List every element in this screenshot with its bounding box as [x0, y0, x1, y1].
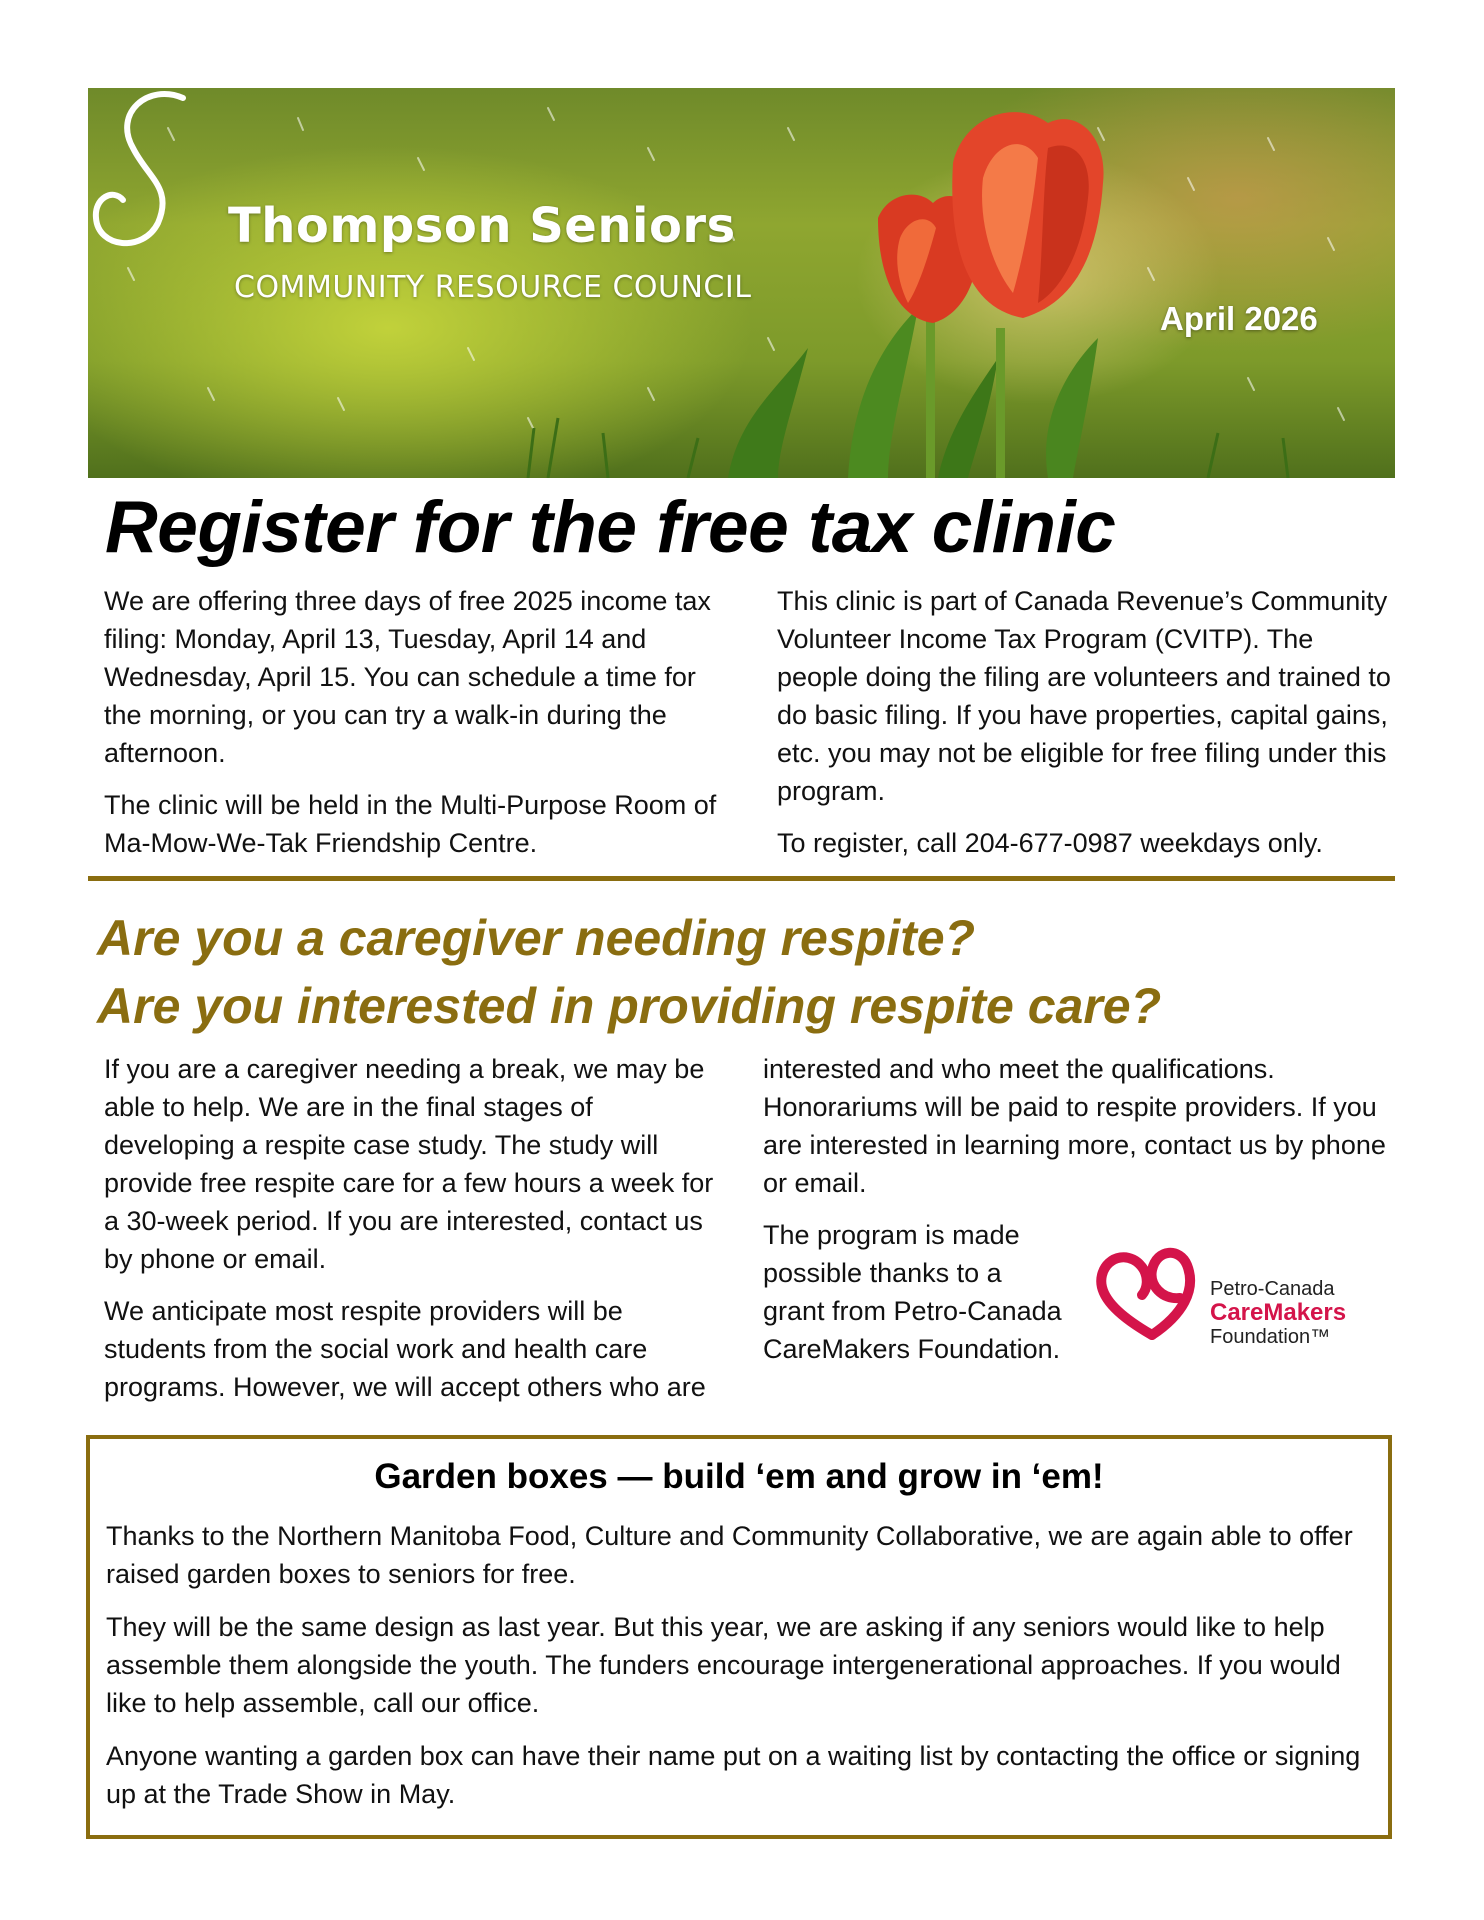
petro-canada-caremakers-logo	[1092, 1240, 1362, 1360]
tax-clinic-paragraph: The clinic will be held in the Multi-Purpose Room of Ma-Mow-We-Tak Friendship Centre.	[104, 790, 717, 858]
tax-clinic-left-column	[104, 582, 724, 876]
sponsor-paragraph: The program is made possible thanks to a grant from Petro-Canada CareMakers Foundation.	[763, 1220, 1062, 1364]
tax-clinic-paragraph: This clinic is part of Canada Revenue’s Community Volunteer Income Tax Program (CVITP). The people doing the filing are volunteers and trained to do basic filing. If you have properties, capital gains, etc. you may not be eligible for free filing under this program.	[777, 586, 1391, 806]
logo-line2: CareMakers	[1210, 1299, 1347, 1326]
org-name: Thompson Seniors	[228, 198, 736, 254]
garden-paragraph: They will be the same design as last year. But this year, we are asking if any seniors would like to help assemble them alongside the youth. The funders encourage intergenerational approaches. If you would like to help assemble, call our office.	[106, 1612, 1341, 1718]
logo-wordmark	[1210, 1278, 1346, 1348]
org-logo-s-icon	[88, 88, 198, 258]
garden-title: Garden boxes — build ‘em and grow in ‘em!	[374, 1457, 1104, 1496]
header-banner	[88, 88, 1395, 478]
issue-date: April 2026	[1160, 300, 1318, 337]
respite-paragraph: We anticipate most respite providers will be students from the social work and health care programs. However, we will accept others who are	[104, 1296, 706, 1402]
heart-logo-icon	[1092, 1240, 1212, 1350]
respite-left-column	[104, 1050, 724, 1420]
garden-paragraph: Anyone wanting a garden box can have their name put on a waiting list by contacting the office or signing up at the Trade Show in May.	[106, 1741, 1361, 1809]
garden-paragraph: Thanks to the Northern Manitoba Food, Culture and Community Collaborative, we are again able to offer raised garden boxes to seniors for free.	[106, 1521, 1353, 1589]
respite-paragraph: If you are a caregiver needing a break, we may be able to help. We are in the final stages of developing a respite case study. The study will provide free respite care for a few hours a week for a 30-week period. If you are interested, contact us by phone or email.	[104, 1054, 714, 1274]
tax-clinic-right-column	[777, 582, 1397, 876]
register-phone-text: To register, call 204-677-0987 weekdays only.	[777, 828, 1323, 858]
logo-line1: Petro-Canada	[1210, 1278, 1335, 1300]
respite-title-line2: Are you interested in providing respite care?	[97, 978, 1162, 1034]
tax-clinic-title: Register for the free tax clinic	[105, 487, 1116, 568]
respite-title	[97, 904, 1161, 1040]
org-subtitle: COMMUNITY RESOURCE COUNCIL	[234, 270, 752, 305]
respite-title-line1: Are you a caregiver needing respite?	[97, 910, 976, 966]
garden-body	[106, 1517, 1376, 1828]
tax-clinic-paragraph: We are offering three days of free 2025 income tax filing: Monday, April 13, Tuesday, April 14 and Wednesday, April 15. You can schedule a time for the morning, or you can try a walk-in during the afternoon.	[104, 586, 711, 768]
garden-boxes-section	[86, 1435, 1392, 1839]
section-divider	[88, 876, 1395, 881]
logo-line3: Foundation™	[1210, 1326, 1331, 1348]
respite-paragraph: interested and who meet the qualifications. Honorariums will be paid to respite providers. If you are interested in learning more, contact us by phone or email.	[763, 1054, 1386, 1198]
